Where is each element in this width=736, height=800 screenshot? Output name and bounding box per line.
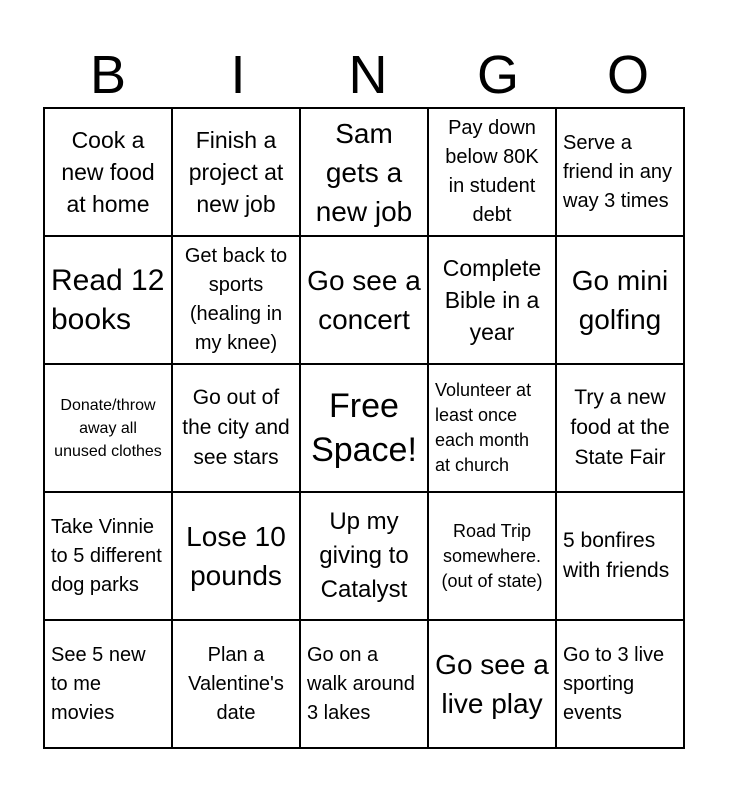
- board-row: [44, 108, 684, 236]
- bingo-cell: Get back to sports (healing in my knee): [172, 236, 300, 364]
- bingo-cell free-space: Free Space!: [300, 364, 428, 492]
- bingo-cell: Go mini golfing: [556, 236, 684, 364]
- board-row: [44, 364, 684, 492]
- bingo-cell: Serve a friend in any way 3 times: [556, 108, 684, 236]
- bingo-cell: Volunteer at least once each month at church: [428, 364, 556, 492]
- bingo-cell: Go see a live play: [428, 620, 556, 748]
- bingo-cell: Up my giving to Catalyst: [300, 492, 428, 620]
- bingo-board: [43, 107, 685, 749]
- bingo-cell: Road Trip somewhere. (out of state): [428, 492, 556, 620]
- header-letter-n: N: [348, 45, 388, 105]
- header-letter-g: G: [476, 45, 519, 105]
- bingo-cell: Take Vinnie to 5 different dog parks: [44, 492, 172, 620]
- board-row: [44, 236, 684, 364]
- bingo-header: [43, 44, 693, 106]
- bingo-cell: 5 bonfires with friends: [556, 492, 684, 620]
- bingo-cell: Try a new food at the State Fair: [556, 364, 684, 492]
- bingo-cell: Go out of the city and see stars: [172, 364, 300, 492]
- bingo-cell: Finish a project at new job: [172, 108, 300, 236]
- bingo-cell: Plan a Valentine's date: [172, 620, 300, 748]
- bingo-cell: Go on a walk around 3 lakes: [300, 620, 428, 748]
- header-letter-b: B: [89, 45, 127, 105]
- bingo-cell: Sam gets a new job: [300, 108, 428, 236]
- bingo-cell: Pay down below 80K in student debt: [428, 108, 556, 236]
- bingo-cell: Lose 10 pounds: [172, 492, 300, 620]
- bingo-cell: Complete Bible in a year: [428, 236, 556, 364]
- header-letter-i: I: [230, 45, 246, 105]
- board-row: [44, 492, 684, 620]
- bingo-cell: Go to 3 live sporting events: [556, 620, 684, 748]
- bingo-cell: Donate/throw away all unused clothes: [44, 364, 172, 492]
- bingo-cell: Go see a concert: [300, 236, 428, 364]
- board-row: [44, 620, 684, 748]
- header-letter-o: O: [606, 45, 649, 105]
- bingo-cell: Read 12 books: [44, 236, 172, 364]
- bingo-cell: See 5 new to me movies: [44, 620, 172, 748]
- bingo-cell: Cook a new food at home: [44, 108, 172, 236]
